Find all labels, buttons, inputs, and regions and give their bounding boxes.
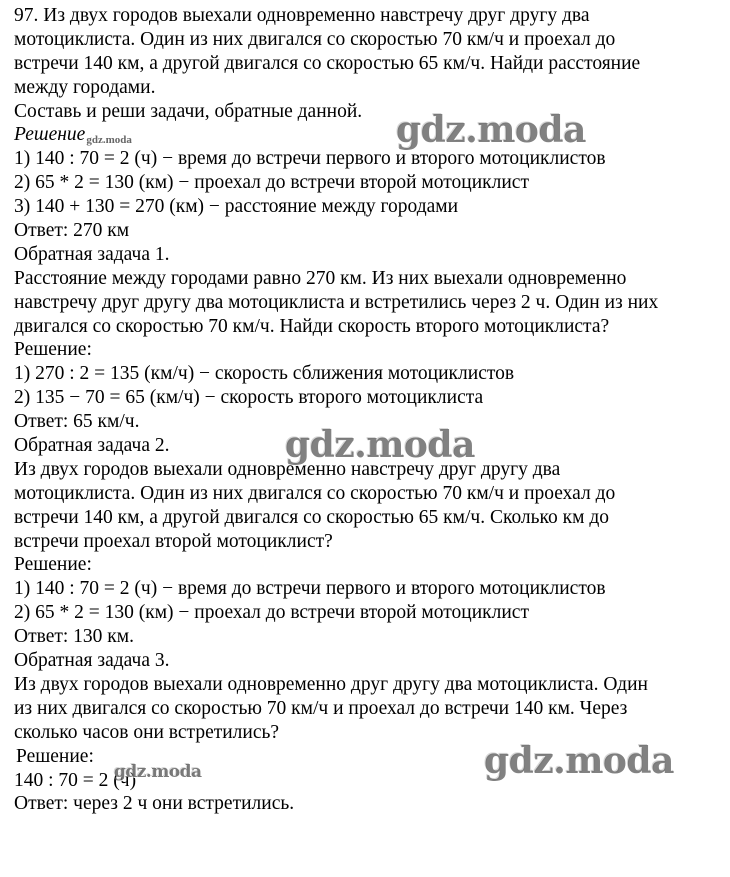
problem-text-line: мотоциклиста. Один из них двигался со скоростью 70 км/ч и проехал до xyxy=(14,28,616,50)
problem-text-line: Из двух городов выехали одновременно навстречу друг другу два xyxy=(14,458,561,480)
watermark-logo: gdz.moda xyxy=(396,109,586,151)
solution-step: 140 : 70 = 2 (ч) xyxy=(14,769,137,791)
solution-heading xyxy=(14,123,724,147)
solution-step: 1) 270 : 2 = 135 (км/ч) − скорость сближения мотоциклистов xyxy=(14,363,515,385)
problem-text-line: двигался со скоростью 70 км/ч. Найди скорость второго мотоциклиста? xyxy=(14,315,610,337)
problem-text-line: из них двигался со скоростью 70 км/ч и проехал до встречи 140 км. Через xyxy=(14,697,628,719)
problem-text-line: 97. Из двух городов выехали одновременно навстречу друг другу два xyxy=(14,5,590,26)
problem-text-line: встречи 140 км, а другой двигался со скоростью 65 км/ч. Найди расстояние xyxy=(14,52,641,74)
solution-step: 3) 140 + 130 = 270 (км) − расстояние между городами xyxy=(14,196,459,218)
solution-step: 1) 140 : 70 = 2 (ч) − время до встречи первого и второго мотоциклистов xyxy=(14,578,606,600)
answer-line: Ответ: 130 км. xyxy=(14,626,134,648)
problem-text-line: сколько часов они встретились? xyxy=(14,721,280,743)
solution-heading-label: Решение xyxy=(14,124,86,146)
watermark-logo: gdz.moda xyxy=(114,762,202,782)
inverse-task-heading: Обратная задача 2. xyxy=(14,435,170,457)
solution-step: 2) 65 * 2 = 130 (км) − проехал до встречи второй мотоциклист xyxy=(14,172,529,194)
solution-heading-label: Решение: xyxy=(16,745,94,767)
problem-text-line: Из двух городов выехали одновременно друг другу два мотоциклиста. Один xyxy=(14,673,648,695)
watermark-logo: gdz.moda xyxy=(484,740,674,782)
task-instruction: Составь и реши задачи, обратные данной. xyxy=(14,100,363,122)
problem-text-line: мотоциклиста. Один из них двигался со скоростью 70 км/ч и проехал до xyxy=(14,482,616,504)
answer-line: Ответ: 270 км xyxy=(14,220,130,242)
solution-step: 2) 135 − 70 = 65 (км/ч) − скорость второго мотоциклиста xyxy=(14,387,484,409)
problem-text-line: Расстояние между городами равно 270 км. Из них выехали одновременно xyxy=(14,267,627,289)
solution-step: 1) 140 : 70 = 2 (ч) − время до встречи первого и второго мотоциклистов xyxy=(14,148,606,170)
answer-line: Ответ: через 2 ч они встретились. xyxy=(14,793,295,815)
answer-line: Ответ: 65 км/ч. xyxy=(14,411,140,433)
watermark-inline: gdz.moda xyxy=(86,134,132,147)
watermark-logo: gdz.moda xyxy=(285,424,475,466)
solution-heading: Решение: xyxy=(14,339,92,361)
inverse-task-heading: Обратная задача 1. xyxy=(14,243,170,265)
inverse-task-heading: Обратная задача 3. xyxy=(14,650,170,672)
problem-text-line: между городами. xyxy=(14,76,156,98)
problem-text-line: встречи 140 км, а другой двигался со скоростью 65 км/ч. Сколько км до xyxy=(14,506,610,528)
solution-document xyxy=(14,4,724,816)
problem-text-line: навстречу друг другу два мотоциклиста и встретились через 2 ч. Один из них xyxy=(14,291,659,313)
solution-heading: Решение: xyxy=(14,554,92,576)
solution-step: 2) 65 * 2 = 130 (км) − проехал до встречи второй мотоциклист xyxy=(14,602,529,624)
problem-text-line: встречи проехал второй мотоциклист? xyxy=(14,530,333,552)
